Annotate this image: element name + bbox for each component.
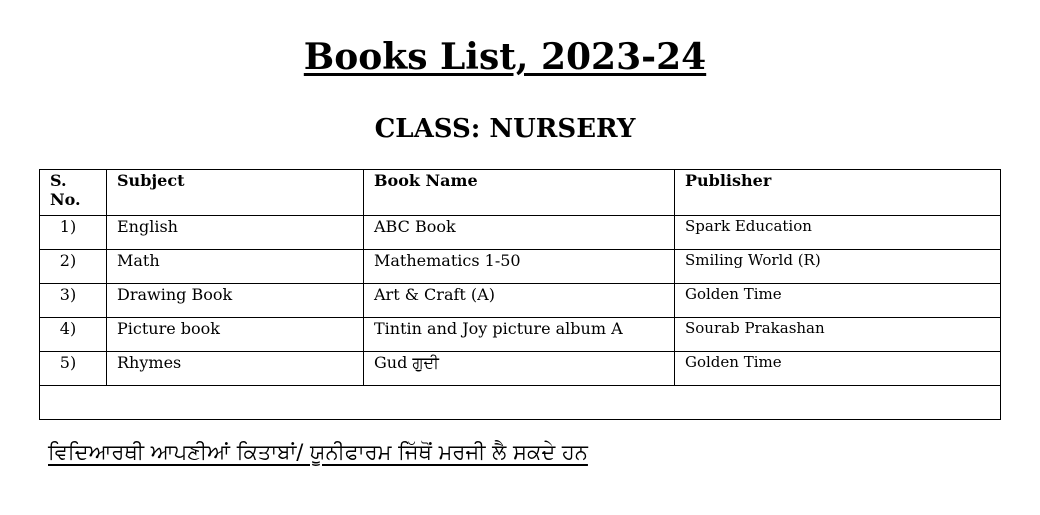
cell-sno: 2) (40, 250, 107, 284)
empty-cell (40, 386, 1001, 420)
empty-table-row (40, 386, 1001, 420)
books-table (39, 169, 1001, 420)
page-title: Books List, 2023-24 (303, 36, 707, 78)
cell-book-name: Mathematics 1-50 (364, 250, 675, 284)
cell-publisher: Golden Time (675, 352, 1001, 386)
cell-publisher: Golden Time (675, 284, 1001, 318)
header-book-name: Book Name (364, 170, 675, 216)
cell-sno: 5) (40, 352, 107, 386)
table-row (40, 352, 1001, 386)
table-row (40, 318, 1001, 352)
class-heading: CLASS: NURSERY (374, 114, 636, 144)
cell-book-name: Tintin and Joy picture album A (364, 318, 675, 352)
cell-book-name: Gud ਗੁਦੀ (364, 352, 675, 386)
cell-publisher: Sourab Prakashan (675, 318, 1001, 352)
footer-note: ਵਿਦਿਆਰਥੀ ਆਪਣੀਆਂ ਕਿਤਾਬਾਂ/ ਯੂਨੀਫਾਰਮ ਜਿੱਥੋਂ ਮਰਜੀ ਲੈ ਸਕਦੇ ਹਨ (48, 440, 588, 464)
cell-sno: 1) (40, 216, 107, 250)
cell-subject: English (107, 216, 364, 250)
cell-book-name: ABC Book (364, 216, 675, 250)
table-row (40, 250, 1001, 284)
table-row (40, 216, 1001, 250)
cell-subject: Rhymes (107, 352, 364, 386)
table-row (40, 284, 1001, 318)
cell-publisher: Spark Education (675, 216, 1001, 250)
cell-subject: Picture book (107, 318, 364, 352)
cell-subject: Drawing Book (107, 284, 364, 318)
header-subject: Subject (107, 170, 364, 216)
cell-book-name: Art & Craft (A) (364, 284, 675, 318)
header-sno: S. No. (40, 170, 107, 216)
cell-sno: 3) (40, 284, 107, 318)
cell-subject: Math (107, 250, 364, 284)
cell-publisher: Smiling World (R) (675, 250, 1001, 284)
header-publisher: Publisher (675, 170, 1001, 216)
table-header-row (40, 170, 1001, 216)
cell-sno: 4) (40, 318, 107, 352)
